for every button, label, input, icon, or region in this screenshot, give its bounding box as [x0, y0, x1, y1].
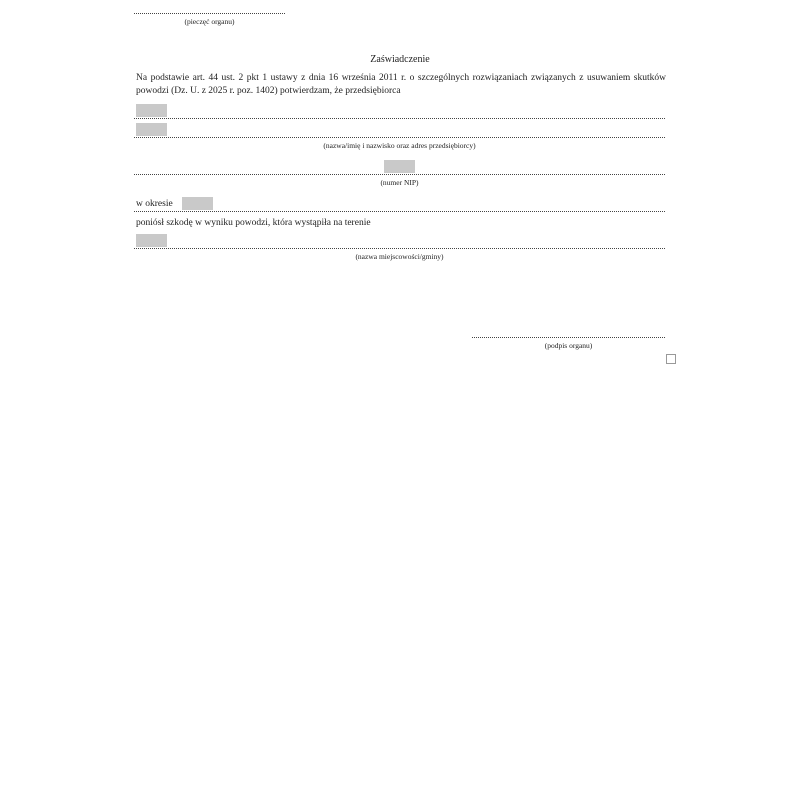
entrepreneur-line-2	[134, 137, 665, 138]
signature-caption: (podpis organu)	[544, 341, 593, 350]
period-line	[134, 211, 665, 212]
nip-caption: (numer NIP)	[380, 178, 419, 187]
entrepreneur-name-field[interactable]	[136, 104, 167, 117]
nip-line	[134, 174, 665, 175]
locality-line	[134, 248, 665, 249]
intro-paragraph: Na podstawie art. 44 ust. 2 pkt 1 ustawy z dnia 16 września 2011 r. o szczególnych rozwiązaniach związanych z usuwaniem skutków powodzi (Dz. U. z 2025 r. poz. 1402) potwierdzam, że przedsiębiorca	[136, 73, 666, 96]
period-field[interactable]	[182, 197, 213, 210]
period-label: w okresie	[136, 199, 173, 209]
stamp-caption: (pieczęć organu)	[184, 17, 235, 26]
signature-line	[472, 337, 665, 338]
stamp-line	[134, 13, 285, 14]
damage-label: poniósł szkodę w wyniku powodzi, która wystąpiła na terenie	[136, 218, 371, 228]
locality-caption: (nazwa miejscowości/gminy)	[355, 252, 444, 261]
entrepreneur-address-field[interactable]	[136, 123, 167, 136]
nip-field[interactable]	[384, 160, 415, 173]
locality-field[interactable]	[136, 234, 167, 247]
document-title: Zaświadczenie	[370, 54, 430, 65]
form-checkbox[interactable]	[666, 354, 676, 364]
entrepreneur-line-1	[134, 118, 665, 119]
entrepreneur-caption: (nazwa/imię i nazwisko oraz adres przedsiębiorcy)	[323, 141, 476, 150]
